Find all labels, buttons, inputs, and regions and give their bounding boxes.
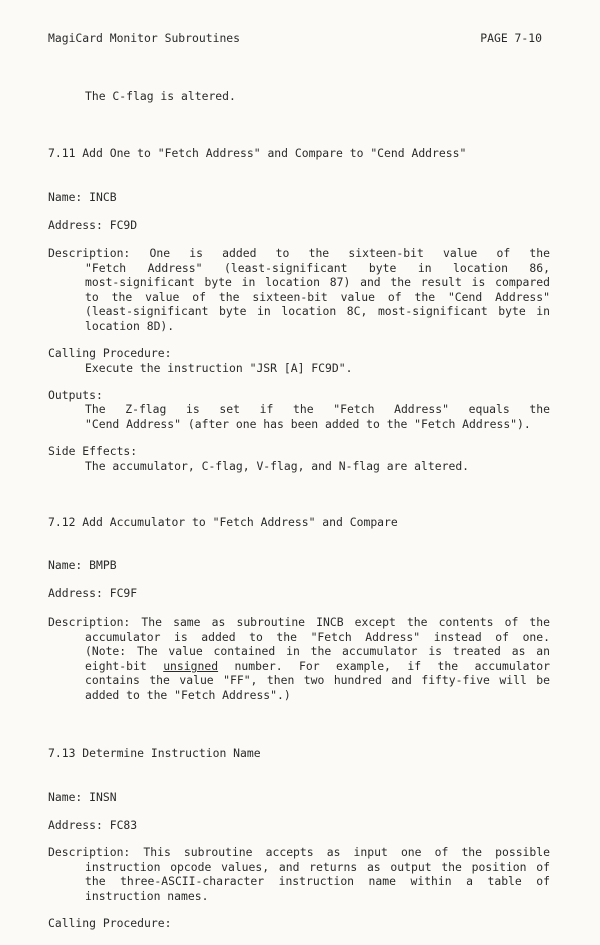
side-effects-text [85, 459, 550, 474]
routine-name-bmpb: Name: BMPB [48, 558, 117, 572]
routine-address-insn: Address: FC83 [48, 818, 138, 832]
desc-line: "Fetch Address" (least-significant byte in location 86, [85, 260, 550, 275]
desc-fragment: eight-bit [85, 658, 147, 673]
side-line: The accumulator, C-flag, V-flag, and N-flag are altered. [85, 459, 470, 473]
desc-line: instruction opcode values, and returns as output the position of [85, 859, 550, 874]
desc-line: location 8D). [85, 318, 175, 333]
section-heading-7-13: 7.13 Determine Instruction Name [48, 746, 261, 760]
page-header-title: MagiCard Monitor Subroutines [48, 31, 241, 45]
desc-fragment: number. For example, if the accumulator [234, 658, 551, 673]
desc-line: added to the "Fetch Address".) [85, 687, 291, 702]
page-number: PAGE 7-10 [480, 31, 542, 45]
description-incb [48, 246, 550, 334]
desc-line: Description: One is added to the sixteen-bit value of the [48, 246, 550, 260]
calling-line: Execute the instruction "JSR [A] FC9D". [85, 361, 353, 375]
desc-line: most-significant byte in location 87) and the result is compared [85, 275, 550, 290]
section-heading-7-11: 7.11 Add One to "Fetch Address" and Compare to "Cend Address" [48, 146, 467, 160]
desc-line: (least-significant byte in location 8C, most-significant byte in [85, 304, 550, 319]
desc-line: Description: This subroutine accepts as input one of the possible [48, 845, 550, 859]
description-bmpb [48, 615, 550, 703]
routine-address-incb: Address: FC9D [48, 218, 138, 232]
outputs-line: The Z-flag is set if the "Fetch Address" equals the [85, 402, 550, 416]
desc-line [85, 659, 550, 674]
description-insn [48, 845, 550, 903]
calling-procedure-text [85, 361, 550, 376]
intro-text: The C-flag is altered. [85, 89, 236, 103]
routine-name-incb: Name: INCB [48, 190, 117, 204]
side-effects-label: Side Effects: [48, 444, 138, 458]
calling-procedure-label: Calling Procedure: [48, 346, 172, 360]
desc-line: (Note: The value contained in the accumulator is treated as an [85, 644, 550, 659]
desc-line: Description: The same as subroutine INCB except the contents of the [48, 615, 550, 629]
desc-line: contains the value "FF", then two hundred and fifty-five will be [85, 673, 550, 688]
underlined-word: unsigned [163, 658, 219, 673]
routine-address-bmpb: Address: FC9F [48, 586, 138, 600]
outputs-text [85, 402, 550, 431]
desc-line: instruction names. [85, 888, 209, 903]
routine-name-insn: Name: INSN [48, 790, 117, 804]
calling-procedure-label-insn: Calling Procedure: [48, 916, 172, 930]
desc-line: the three-ASCII-character instruction name within a table of [85, 874, 550, 889]
desc-line: accumulator is added to the "Fetch Address" instead of one. [85, 629, 550, 644]
outputs-label: Outputs: [48, 388, 103, 402]
section-heading-7-12: 7.12 Add Accumulator to "Fetch Address" and Compare [48, 515, 398, 529]
outputs-line: "Cend Address" (after one has been added to the "Fetch Address"). [85, 416, 531, 431]
desc-line: to the value of the sixteen-bit value of the "Cend Address" [85, 289, 550, 304]
